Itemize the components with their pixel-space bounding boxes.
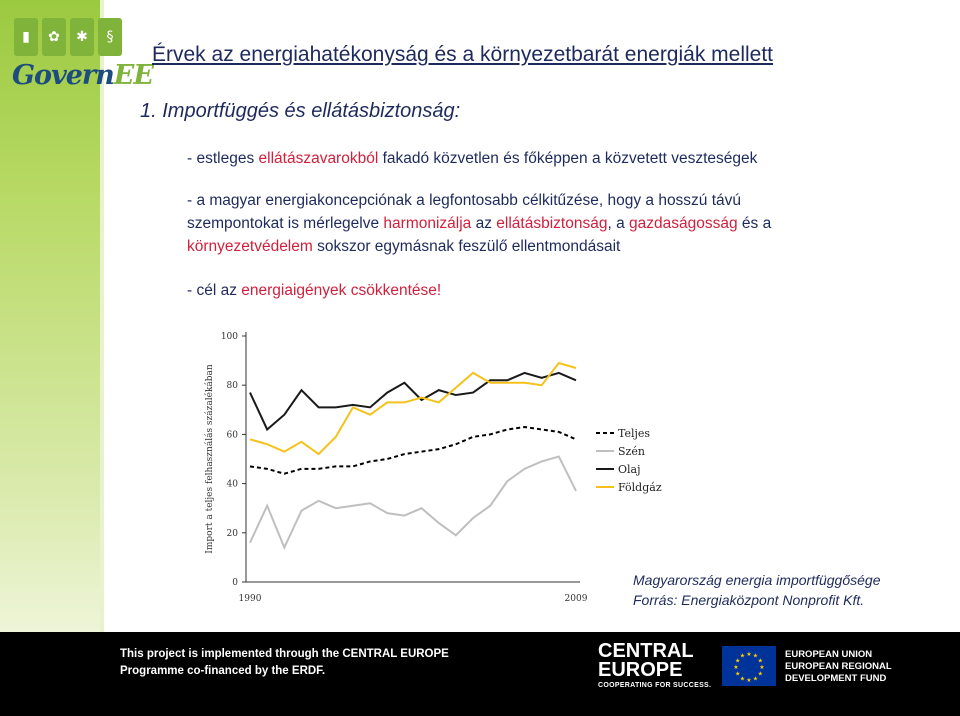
highlight-gazdasagossag: gazdaságosság (629, 215, 738, 232)
legend-label: Földgáz (618, 481, 662, 494)
ce-line-1: CENTRAL (598, 640, 694, 662)
footer-line-2: Programme co-financed by the ERDF. (120, 665, 326, 677)
y-tick-label: 60 (226, 430, 238, 441)
footer-text (120, 646, 449, 680)
eu-star-icon: ★ (752, 653, 759, 660)
highlight-harmonizalja: harmonizálja (383, 215, 472, 232)
logo (12, 60, 153, 91)
eu-star-icon: ★ (739, 653, 746, 660)
highlight-kornyezetvedelem: környezetvédelem (187, 238, 313, 255)
eu-flag-icon (722, 646, 776, 686)
series-line-földgáz (250, 363, 576, 454)
y-tick-label: 100 (220, 332, 238, 342)
sidebar-divider (100, 0, 104, 632)
logo-icons (14, 18, 122, 56)
footer-line-1: This project is implemented through the CENTRAL EUROPE (120, 648, 449, 660)
y-axis-label: Import a teljes felhasználás százalékában (205, 364, 215, 554)
bullet-2-line-3 (187, 236, 620, 257)
logo-flower-icon: ✿ (42, 18, 66, 56)
bullet-3-text: - cél az (187, 282, 242, 299)
x-tick-label: 1990 (238, 594, 262, 604)
eu-line-3: DEVELOPMENT FUND (785, 673, 887, 684)
bullet-1-text-end: fakadó közvetlen és főképpen a közvetett veszteségek (378, 150, 758, 167)
bullet-2-text: és a (737, 215, 772, 232)
ce-line-2: EUROPE (598, 659, 683, 681)
bullet-2-text: az (471, 215, 497, 232)
bullet-3 (187, 280, 441, 301)
eu-fund-label (785, 649, 892, 685)
highlight-ellatasbiztonsag: ellátásbiztonság (496, 215, 608, 232)
bullet-1-highlight: ellátászavarokból (258, 150, 379, 167)
bullet-3-highlight: energiaigények csökkentése! (241, 282, 442, 299)
ce-tagline: COOPERATING FOR SUCCESS. (598, 682, 712, 689)
logo-paragraph-icon: § (98, 18, 122, 56)
sidebar-decoration (0, 0, 100, 632)
chart-svg (190, 320, 670, 610)
bullet-2-line-2 (187, 213, 771, 234)
series-line-olaj (250, 373, 576, 430)
eu-line-2: EUROPEAN REGIONAL (785, 661, 892, 672)
eu-star-icon: ★ (757, 658, 763, 665)
y-tick-label: 0 (232, 578, 238, 588)
chart-caption-title: Magyarország energia importfüggősége (633, 572, 881, 588)
central-europe-logo (598, 642, 716, 708)
y-tick-label: 80 (226, 381, 238, 392)
y-tick-label: 40 (226, 479, 238, 490)
legend-label: Teljes (618, 427, 651, 440)
logo-battery-icon: ▮ (14, 18, 38, 56)
chart-caption-source: Forrás: Energiaközpont Nonprofit Kft. (633, 592, 865, 608)
logo-sun-icon: ✱ (70, 18, 94, 56)
y-tick-label: 20 (226, 528, 238, 539)
import-chart (190, 320, 670, 615)
eu-star-icon: ★ (739, 676, 746, 683)
eu-star-icon: ★ (733, 665, 739, 671)
bullet-1 (187, 148, 757, 169)
slide-title: Érvek az energiahatékonyság és a környezetbarát energiák mellett (152, 43, 774, 66)
eu-star-icon: ★ (735, 671, 741, 678)
eu-star-icon: ★ (735, 658, 741, 665)
bullet-1-text: - estleges (187, 150, 259, 167)
eu-star-icon: ★ (752, 676, 759, 683)
bullet-2-text: szempontokat is mérlegelve (187, 215, 384, 232)
logo-main: Govern (12, 60, 114, 91)
eu-star-icon: ★ (746, 678, 752, 684)
bullet-2-line-1: - a magyar energiakoncepciónak a legfontosabb célkitűzése, hogy a hosszú távú (187, 192, 742, 209)
section-heading: 1. Importfüggés és ellátásbiztonság: (140, 100, 461, 122)
eu-star-icon: ★ (757, 671, 763, 678)
bullet-2-text: , a (607, 215, 630, 232)
footer-bar (0, 632, 960, 716)
eu-line-1: EUROPEAN UNION (785, 649, 873, 660)
logo-suffix: EE (113, 60, 153, 91)
eu-star-icon: ★ (746, 652, 752, 658)
bullet-2-text: sokszor egymásnak feszülő ellentmondásait (312, 238, 621, 255)
legend-label: Olaj (618, 463, 641, 476)
legend-label: Szén (618, 445, 645, 458)
x-tick-label: 2009 (564, 594, 588, 604)
eu-star-icon: ★ (759, 665, 765, 671)
